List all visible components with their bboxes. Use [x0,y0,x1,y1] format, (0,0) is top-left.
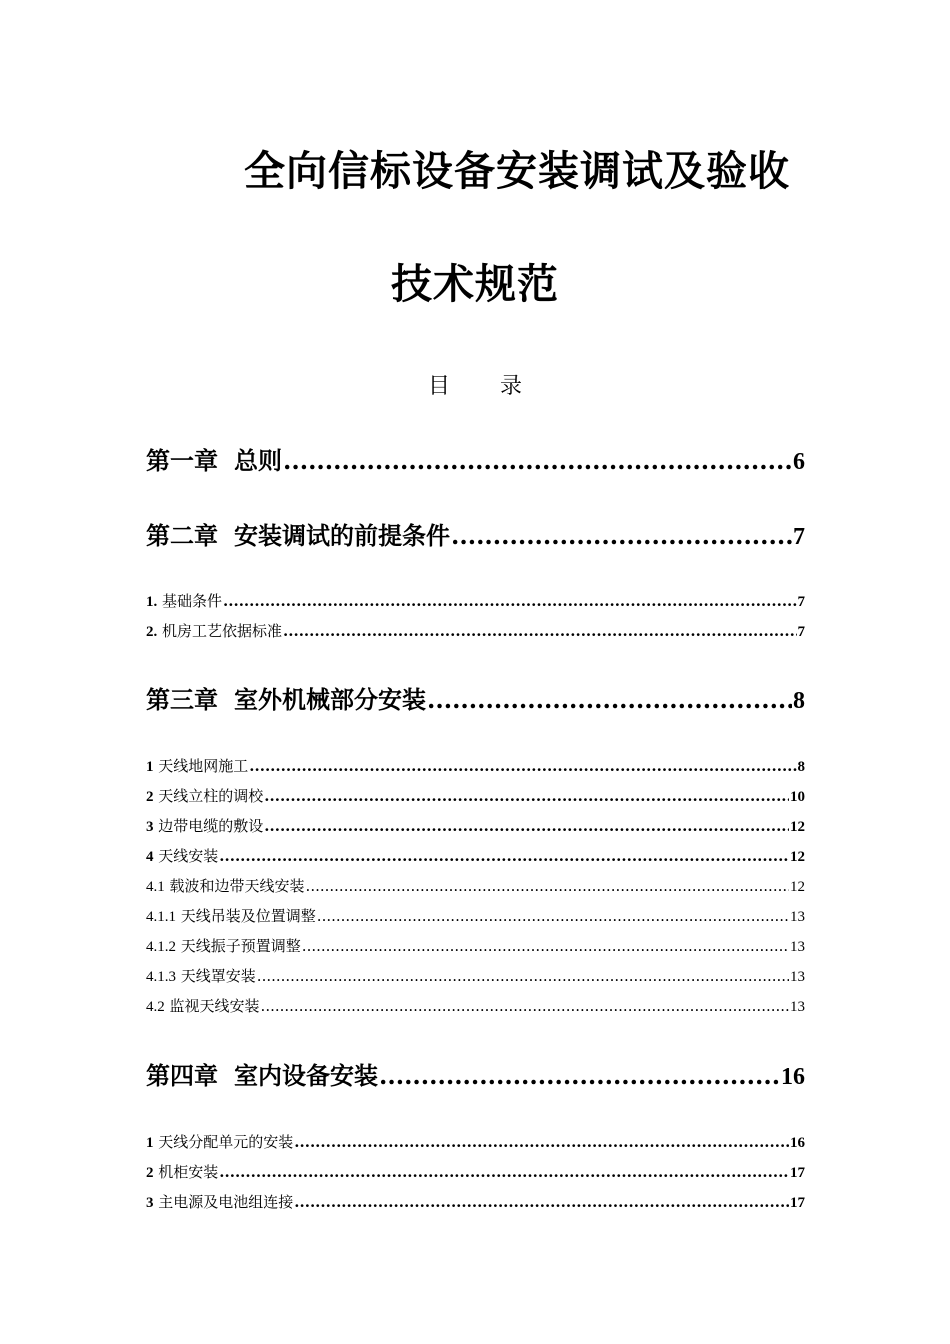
entry-number: 第一章 [146,446,218,475]
entry-page: 8 [793,688,805,714]
entry-text: 室外机械部分安装 [234,685,426,714]
entry-number: 3 [146,819,154,835]
toc-heading-right: 录 [500,374,523,399]
document-title-line1: 全向信标设备安装调试及验收 [244,147,790,195]
entry-page: 17 [790,1195,805,1211]
entry-text: 天线罩安装 [180,967,256,985]
leader-dots [317,907,789,925]
entry-page: 13 [790,909,805,925]
leader-dots [261,997,789,1015]
entry-number: 4.1.1 [146,909,176,925]
toc-entry-section[interactable] [146,590,805,610]
entry-text: 机柜安装 [158,1163,219,1181]
toc-entry-subsection[interactable] [146,905,805,925]
leader-dots [264,787,789,805]
toc-heading [0,369,950,400]
toc-entry-section[interactable] [146,845,805,865]
toc-entry-subsection[interactable] [146,875,805,895]
entry-page: 10 [790,789,805,805]
entry-number: 1 [146,759,154,775]
entry-number: 2 [146,789,154,805]
toc-entry-chapter[interactable] [146,516,805,550]
entry-number: 2 [146,1165,154,1181]
leader-dots [249,757,796,775]
entry-number: 3 [146,1195,154,1211]
toc-entry-section[interactable] [146,1161,805,1181]
entry-text: 监视天线安装 [169,997,260,1015]
entry-text: 机房工艺依据标准 [162,622,283,640]
toc-heading-left: 目 [427,374,450,399]
leader-dots [219,1163,789,1181]
entry-text: 天线地网施工 [158,757,249,775]
entry-page: 12 [790,849,805,865]
leader-dots [257,967,789,985]
entry-text: 载波和边带天线安装 [169,877,305,895]
leader-dots [223,592,796,610]
entry-text: 基础条件 [162,592,223,610]
entry-page: 8 [797,759,805,775]
leader-dots [427,685,792,714]
toc-entry-section[interactable] [146,815,805,835]
entry-text: 安装调试的前提条件 [234,521,450,550]
entry-number: 第二章 [146,521,218,550]
entry-number: 2. [146,624,158,640]
entry-number: 4 [146,849,154,865]
toc-entry-subsection[interactable] [146,965,805,985]
toc-entry-subsection[interactable] [146,995,805,1015]
entry-page: 13 [790,969,805,985]
entry-text: 天线吊装及位置调整 [180,907,316,925]
leader-dots [379,1061,780,1090]
toc-entry-chapter[interactable] [146,680,805,714]
entry-number: 1. [146,594,158,610]
toc-entry-chapter[interactable] [146,1056,805,1090]
entry-page: 17 [790,1165,805,1181]
entry-number: 4.1.3 [146,969,176,985]
entry-number: 4.1 [146,879,165,895]
entry-page: 6 [793,449,805,475]
entry-page: 7 [793,524,805,550]
leader-dots [302,937,789,955]
entry-page: 7 [797,594,805,610]
entry-text: 天线安装 [158,847,219,865]
entry-text: 总则 [234,446,282,475]
entry-text: 天线立柱的调校 [158,787,264,805]
entry-page: 12 [790,879,805,895]
entry-number: 第三章 [146,685,218,714]
toc-entry-subsection[interactable] [146,935,805,955]
entry-number: 4.2 [146,999,165,1015]
entry-page: 13 [790,999,805,1015]
leader-dots [283,446,792,475]
entry-text: 室内设备安装 [234,1061,378,1090]
entry-page: 13 [790,939,805,955]
toc-entry-section[interactable] [146,1131,805,1151]
leader-dots [306,877,789,895]
leader-dots [451,521,792,550]
entry-text: 天线振子预置调整 [180,937,301,955]
entry-number: 第四章 [146,1061,218,1090]
leader-dots [294,1133,789,1151]
toc-entry-section[interactable] [146,755,805,775]
entry-number: 4.1.2 [146,939,176,955]
leader-dots [264,817,789,835]
toc-entry-section[interactable] [146,1191,805,1211]
entry-text: 边带电缆的敷设 [158,817,264,835]
entry-text: 主电源及电池组连接 [158,1193,294,1211]
entry-page: 12 [790,819,805,835]
entry-text: 天线分配单元的安装 [158,1133,294,1151]
entry-page: 16 [781,1064,805,1090]
toc-entry-chapter[interactable] [146,441,805,475]
leader-dots [219,847,789,865]
entry-page: 16 [790,1135,805,1151]
leader-dots [283,622,796,640]
toc-entry-section[interactable] [146,785,805,805]
leader-dots [294,1193,789,1211]
toc-entry-section[interactable] [146,620,805,640]
entry-page: 7 [797,624,805,640]
entry-number: 1 [146,1135,154,1151]
document-title-line2: 技术规范 [391,260,559,308]
